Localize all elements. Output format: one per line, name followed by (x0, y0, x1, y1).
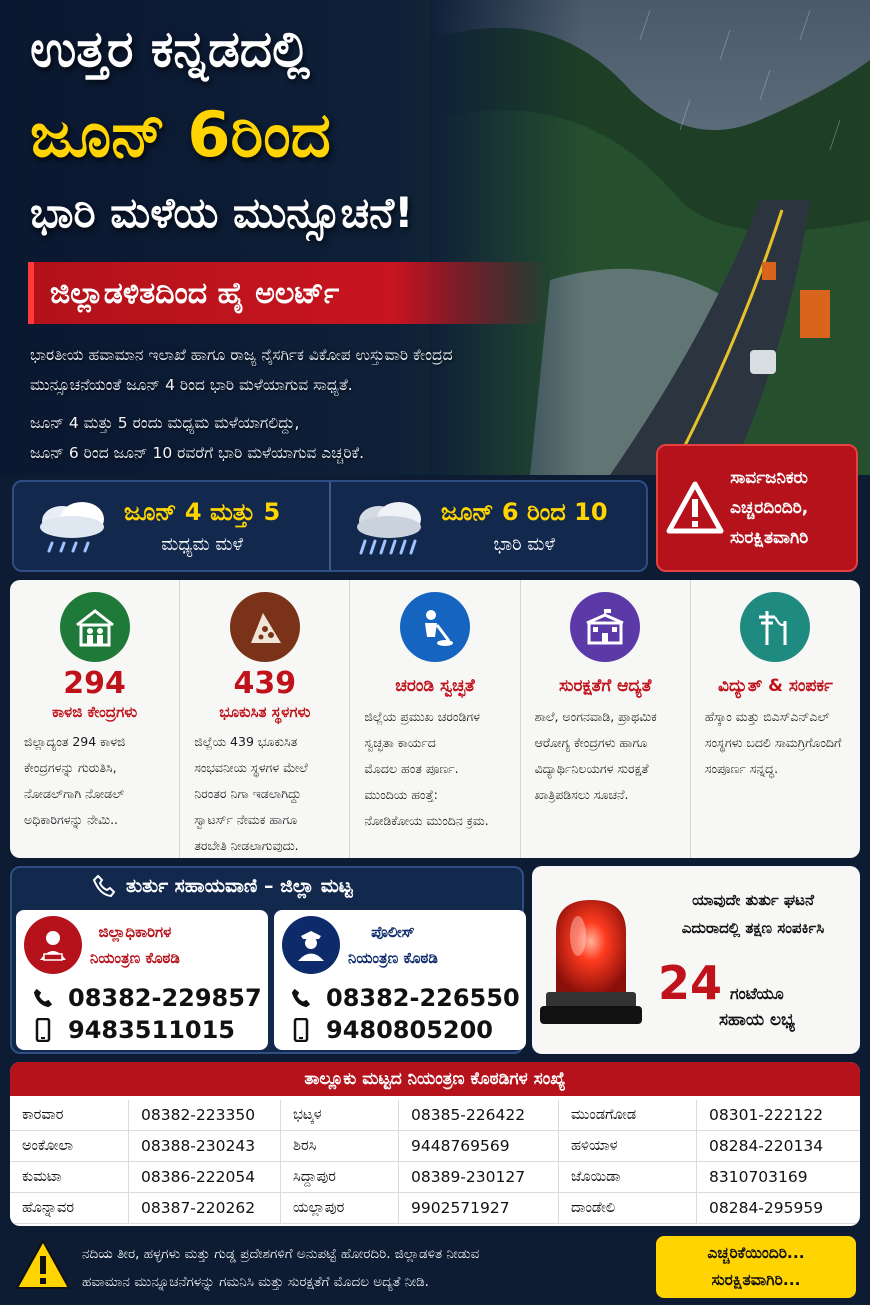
card-title: ಚರಂಡಿ ಸ್ವಚ್ಛತೆ (395, 676, 475, 696)
taluk-name: ಶಿರಸಿ (280, 1131, 398, 1162)
police-landline[interactable] (290, 984, 520, 1012)
mobile-phone-icon (290, 1018, 312, 1042)
forecast-moderate (14, 482, 329, 570)
taluk-name: ಕಾರವಾರ (10, 1100, 128, 1131)
helpline-header (92, 874, 353, 898)
police-landline-number[interactable]: 08382-226550 (326, 984, 520, 1012)
card-title: ಕಾಳಜಿ ಕೇಂದ್ರಗಳು (52, 703, 138, 721)
taluk-name: ಹೊನ್ನಾವರ (10, 1193, 128, 1224)
card-title: ಭೂಕುಸಿತ ಸ್ಥಳಗಳು (219, 703, 311, 721)
forecast-strip (12, 480, 648, 572)
card-body-line: ನೋಡಿಕೋಯ ಮುಂದಿನ ಕ್ರಮ. (364, 813, 489, 828)
card-body-line: ತರಬೇತಿ ನೀಡಲಾಗುವುದು. (194, 838, 299, 853)
headline-line-2: ಜೂನ್ 6ರಿಂದ (30, 98, 331, 171)
card-body (529, 704, 682, 808)
card-body-line: ಜಿಲ್ಲೆಯ ಪ್ರಮುಖ ಚರಂಡಿಗಳ (364, 709, 480, 724)
forecast-date-2: ಜೂನ್ 6 ರಿಂದ 10 (441, 497, 608, 526)
card-body-line: ನೋಡಲ್‌ಗಾಗಿ ನೋಡಲ್ (24, 786, 125, 801)
shelter-icon (60, 592, 130, 662)
taluk-phone-number[interactable]: 08385-226422 (398, 1100, 558, 1131)
stay-safe-badge (656, 1236, 856, 1298)
officer-avatar-icon (24, 916, 82, 974)
taluk-phone-number[interactable]: 08386-222054 (128, 1162, 280, 1193)
dc-name-line-1: ಜಿಲ್ಲಾಧಿಕಾರಿಗಳ (98, 923, 172, 941)
public-warning-line-1: ಸಾರ್ವಜನಿಕರು (730, 468, 808, 488)
card-body-line: ಸಂಭವನೀಯ ಸ್ಥಳಗಳ ಮೇಲೆ (194, 760, 308, 775)
dc-mobile-number[interactable]: 9483511015 (68, 1016, 235, 1044)
dc-landline[interactable] (32, 984, 262, 1012)
taluk-phone-number[interactable]: 8310703169 (696, 1162, 860, 1193)
intro-text-2a: ಜೂನ್ 4 ಮತ್ತು 5 ರಂದು ಮಧ್ಯಮ ಮಳೆಯಾಗಲಿದ್ದು, (30, 414, 300, 432)
card-body-line: ಆರೋಗ್ಯ ಕೇಂದ್ರಗಳು ಹಾಗೂ (534, 735, 648, 750)
taluk-phone-number[interactable]: 08389-230127 (398, 1162, 558, 1193)
intro-text-1b: ಮುನ್ಸೂಚನೆಯಂತೆ ಜೂನ್ 4 ರಿಂದ ಭಾರಿ ಮಳೆಯಾಗುವ ಸಾಧ್ಯತೆ. (30, 376, 353, 394)
taluk-phone-number[interactable]: 08388-230243 (128, 1131, 280, 1162)
dc-name-line-2: ನಿಯಂತ್ರಣ ಕೊಠಡಿ (90, 949, 180, 967)
drain-cleaning-icon (400, 592, 470, 662)
hours-unit: ಗಂಟೆಯೂ (730, 984, 784, 1003)
siren-line-2: ಎದುರಾದಲ್ಲಿ ತಕ್ಷಣ ಸಂಪರ್ಕಿಸಿ (681, 919, 825, 937)
forecast-heavy (329, 482, 646, 570)
card-body-line: ವಿದ್ಯಾರ್ಥಿನಿಲಯಗಳ ಸುರಕ್ಷತೆ (534, 761, 649, 776)
district-helpline-panel (10, 866, 524, 1054)
card-body-line: ಕೇಂದ್ರಗಳನ್ನು ಗುರುತಿಸಿ, (24, 760, 117, 775)
card-body (18, 729, 171, 833)
card-body (358, 704, 511, 834)
dc-control-room-card (16, 910, 268, 1050)
rainy-road-scene-illustration (430, 0, 870, 475)
rain-cloud-icon (32, 495, 112, 557)
footer-text-line-1: ನದಿಯ ತೀರ, ಹಳ್ಳಗಳು ಮತ್ತು ಗುಡ್ಡ ಪ್ರದೇಶಗಳಿಗೆ ಅನುಪಟ್ಟೆ ಹೋರದಿರಿ. ಜಿಲ್ಲಾಡಳಿತ ನೀಡುವ (82, 1246, 480, 1262)
intro-paragraph-2 (30, 408, 610, 468)
taluk-name: ಜೊಯಿಡಾ (558, 1162, 696, 1193)
badge-line-1: ಎಚ್ಚರಿಕೆಯಿಂದಿರಿ... (707, 1244, 805, 1262)
intro-paragraph-1 (30, 340, 610, 400)
card-body-line: ಮೊದಲ ಹಂತ ಪೂರ್ಣ. (364, 761, 459, 776)
heavy-rain-cloud-icon (349, 495, 429, 557)
public-warning-box (656, 444, 858, 572)
card-body-line: ಜಿಲ್ಲಾದ್ಯಂತ 294 ಕಾಳಜಿ (24, 734, 126, 749)
card-body (188, 729, 341, 859)
landslide-icon (230, 592, 300, 662)
siren-line-3: ಸಹಾಯ ಲಭ್ಯ (719, 1010, 795, 1030)
footer-advisory (0, 1232, 870, 1305)
taluk-phone-number[interactable]: 9448769569 (398, 1131, 558, 1162)
power-pole-icon (740, 592, 810, 662)
hours-number: 24 (658, 956, 723, 1010)
card-body (699, 704, 852, 782)
card-title: ವಿದ್ಯುತ್ & ಸಂಪರ್ಕ (718, 676, 833, 696)
taluk-phone-number[interactable]: 08382-223350 (128, 1100, 280, 1131)
card-body-line: ಸಂಪೂರ್ಣ ಸನ್ನದ್ಧ. (704, 761, 779, 776)
siren-line-1: ಯಾವುದೇ ತುರ್ತು ಘಟನೆ (692, 891, 814, 909)
siren-light-icon (538, 892, 644, 1032)
card-number: 439 (233, 666, 297, 701)
info-cards (10, 580, 860, 858)
footer-text-line-2: ಹವಾಮಾನ ಮುನ್ನೂಚನೆಗಳನ್ನು ಗಮನಿಸಿ ಮತ್ತು ಸುರಕ್ಷತೆಗೆ ಮೊದಲ ಅದ್ಯತೆ ನೀಡಿ. (82, 1274, 429, 1290)
card-drain-cleaning (349, 580, 519, 858)
police-mobile-number[interactable]: 9480805200 (326, 1016, 493, 1044)
intro-text-1a: ಭಾರತೀಯ ಹವಾಮಾನ ಇಲಾಖೆ ಹಾಗೂ ರಾಜ್ಯ ನೈಸರ್ಗಿಕ ವಿಕೋಪ ಉಸ್ತುವಾರಿ ಕೇಂದ್ರದ (30, 346, 453, 364)
card-body-line: ಖಾತ್ರಿಪಡಿಸಲು ಸೂಚನೆ. (534, 787, 629, 802)
public-warning-line-3: ಸುರಕ್ಷಿತವಾಗಿರಿ (730, 528, 809, 548)
taluk-phone-number[interactable]: 08387-220262 (128, 1193, 280, 1224)
card-body-line: ಮುಂದಿಯ ಹಂತ್ತೆ: (364, 787, 438, 802)
dc-mobile[interactable] (32, 1016, 235, 1044)
taluk-name: ಭಟ್ಕಳ (280, 1100, 398, 1131)
headline-line-1: ಉತ್ತರ ಕನ್ನಡದಲ್ಲಿ (30, 20, 310, 78)
warning-triangle-icon (666, 481, 724, 535)
police-mobile[interactable] (290, 1016, 493, 1044)
taluk-name: ಕುಮಟಾ (10, 1162, 128, 1193)
forecast-date-1: ಜೂನ್ 4 ಮತ್ತು 5 (124, 497, 281, 526)
taluk-phone-number[interactable]: 08301-222122 (696, 1100, 860, 1131)
school-building-icon (570, 592, 640, 662)
high-alert-text: ಜಿಲ್ಲಾಡಳಿತದಿಂದ ಹೈ ಅಲರ್ಟ್ (50, 275, 340, 311)
card-body-line: ಹೆಸ್ಕಾಂ ಮತ್ತು ಬಿಎಸ್‌ಎನ್‌ಎಲ್ (704, 709, 830, 724)
card-safety-priority (520, 580, 690, 858)
card-body-line: ಅಧಿಕಾರಿಗಳನ್ನು ನೇಮಿ.. (24, 812, 119, 827)
taluk-grid (10, 1096, 860, 1224)
police-avatar-icon (282, 916, 340, 974)
taluk-name: ಯಲ್ಲಾಪುರ (280, 1193, 398, 1224)
taluk-control-rooms-table (10, 1062, 860, 1226)
card-body-line: ಸ್ವಚ್ಛತಾ ಕಾರ್ಯದ (364, 735, 436, 750)
card-relief-centres (10, 580, 179, 858)
card-body-line: ಶಾಲೆ, ಅಂಗನವಾಡಿ, ಪ್ರಾಥಮಿಕ (534, 709, 657, 724)
headline-line-3: ಭಾರಿ ಮಳೆಯ ಮುನ್ಸೂಚನೆ! (30, 188, 414, 237)
emergency-siren-box (532, 866, 860, 1054)
card-power-communication (690, 580, 860, 858)
taluk-name: ಸಿದ್ದಾಪುರ (280, 1162, 398, 1193)
warning-triangle-icon (14, 1238, 72, 1292)
phone-icon (290, 987, 312, 1009)
taluk-phone-number[interactable]: 9902571927 (398, 1193, 558, 1224)
helpline-title: ತುರ್ತು ಸಹಾಯವಾಣಿ – ಜಿಲ್ಲಾ ಮಟ್ಟ (126, 875, 353, 897)
police-name-line-2: ನಿಯಂತ್ರಣ ಕೊಠಡಿ (348, 949, 438, 967)
card-body-line: ಸಂಸ್ಥಗಳು ಬದಲಿ ಸಾಮಗ್ರಿಗೊಂದಿಗೆ (704, 735, 842, 750)
taluk-phone-number[interactable]: 08284-220134 (696, 1131, 860, 1162)
card-number: 294 (63, 666, 126, 701)
hero-banner (0, 0, 870, 475)
forecast-label-2: ಭಾರಿ ಮಳೆ (493, 533, 556, 555)
taluk-name: ದಾಂಡೇಲಿ (558, 1193, 696, 1224)
card-body-line: ನಿರಂತರ ನಿಗಾ ಇಡಲಾಗಿದ್ದು (194, 786, 302, 801)
card-title: ಸುರಕ್ಷತೆಗೆ ಆದ್ಯತೆ (559, 676, 652, 696)
taluk-table-title: ತಾಲ್ಲೂಕು ಮಟ್ಟದ ನಿಯಂತ್ರಣ ಕೊಠಡಿಗಳ ಸಂಖ್ಯೆ (10, 1062, 860, 1096)
police-control-room-card (274, 910, 526, 1050)
taluk-name: ಮುಂಡಗೋಡ (558, 1100, 696, 1131)
card-landslide-spots (179, 580, 349, 858)
public-warning-line-2: ಎಚ್ಚರದಿಂದಿರಿ, (730, 498, 809, 518)
phone-icon (92, 874, 116, 898)
card-body-line: ಜಿಲ್ಲೆಯ 439 ಭೂಕುಸಿತ (194, 734, 298, 749)
forecast-label-1: ಮಧ್ಯಮ ಮಳೆ (161, 533, 243, 555)
taluk-name: ಹಳಿಯಾಳ (558, 1131, 696, 1162)
taluk-phone-number[interactable]: 08284-295959 (696, 1193, 860, 1224)
intro-text-2b: ಜೂನ್ 6 ರಿಂದ ಜೂನ್ 10 ರವರೆಗೆ ಭಾರಿ ಮಳೆಯಾಗುವ ಎಚ್ಚರಿಕೆ. (30, 444, 365, 462)
taluk-name: ಅಂಕೋಲಾ (10, 1131, 128, 1162)
phone-icon (32, 987, 54, 1009)
badge-line-2: ಸುರಕ್ಷಿತವಾಗಿರಿ... (711, 1271, 801, 1289)
high-alert-band (28, 262, 548, 324)
dc-landline-number[interactable]: 08382-229857 (68, 984, 262, 1012)
mobile-phone-icon (32, 1018, 54, 1042)
hours-available (658, 956, 784, 1010)
police-name-line-1: ಪೊಲೀಸ್ (371, 923, 415, 941)
card-body-line: ಸ್ವಾಟರ್ಸ್ ನೇಮಕ ಹಾಗೂ (194, 812, 298, 827)
